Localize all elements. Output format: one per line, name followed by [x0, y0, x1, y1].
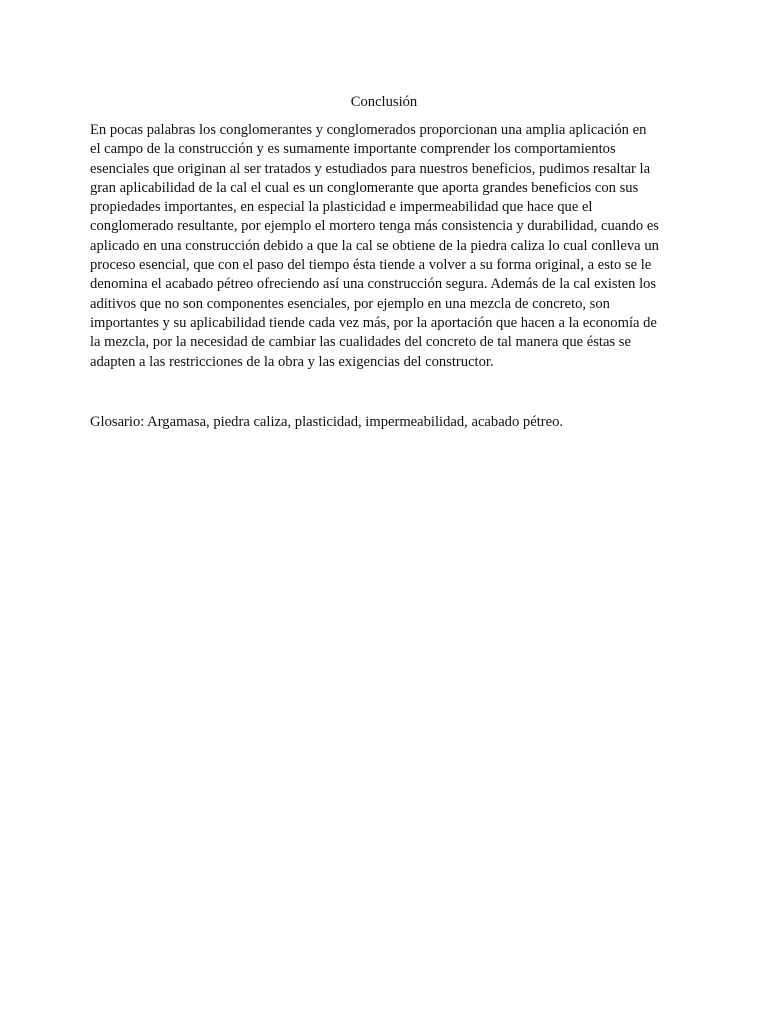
paragraph-line: aplicado en una construcción debido a que la cal se obtiene de la piedra caliza lo cual conlleva un — [90, 237, 659, 254]
paragraph-line: propiedades importantes, en especial la plasticidad e impermeabilidad que hace que el — [90, 199, 593, 216]
glossary-line: Glosario: Argamasa, piedra caliza, plasticidad, impermeabilidad, acabado pétreo. — [90, 414, 564, 430]
conclusion-paragraph — [90, 121, 684, 372]
paragraph-line: el campo de la construcción y es sumamente importante comprender los comportamientos — [90, 141, 616, 158]
page-title: Conclusión — [350, 94, 418, 110]
paragraph-line: proceso esencial, que con el paso del tiempo ésta tiende a volver a su forma original, a esto se le — [90, 257, 652, 274]
paragraph-line: adapten a las restricciones de la obra y las exigencias del constructor. — [90, 353, 494, 370]
paragraph-line: importantes y su aplicabilidad tiende cada vez más, por la aportación que hacen a la economía de — [90, 314, 657, 331]
paragraph-line: aditivos que no son componentes esenciales, por ejemplo en una mezcla de concreto, son — [90, 295, 610, 312]
paragraph-line: En pocas palabras los conglomerantes y conglomerados proporcionan una amplia aplicación en — [90, 122, 647, 138]
paragraph-line: conglomerado resultante, por ejemplo el mortero tenga más consistencia y durabilidad, cuando es — [90, 218, 659, 235]
paragraph-line: esenciales que originan al ser tratados y estudiados para nuestros beneficios, pudimos resaltar la — [90, 160, 651, 177]
paragraph-line: denomina el acabado pétreo ofreciendo así una construcción segura. Además de la cal existen los — [90, 276, 657, 293]
paragraph-line: gran aplicabilidad de la cal el cual es un conglomerante que aporta grandes beneficios con sus — [90, 179, 639, 196]
paragraph-line: la mezcla, por la necesidad de cambiar las cualidades del concreto de tal manera que éstas se — [90, 334, 631, 351]
